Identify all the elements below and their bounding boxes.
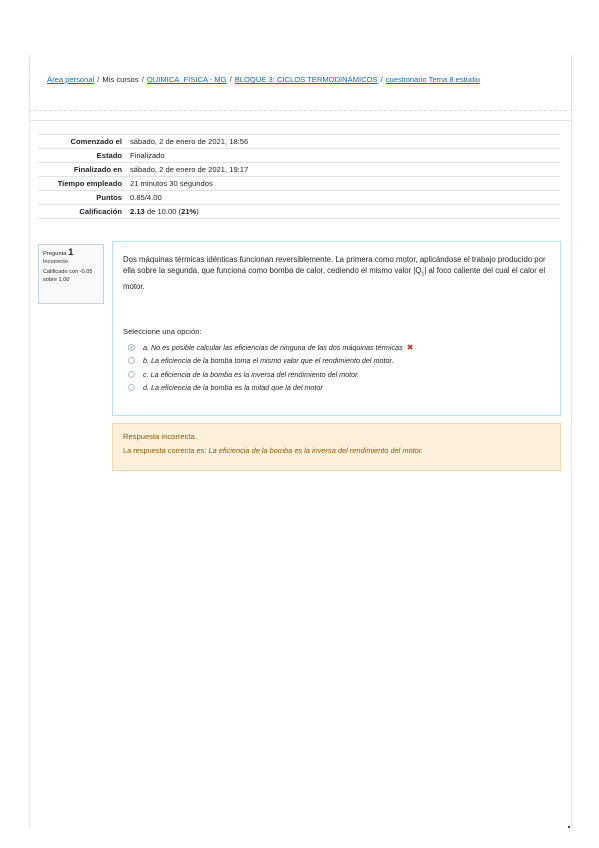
answer-option-a[interactable] bbox=[123, 341, 550, 355]
question-text bbox=[123, 254, 550, 292]
breadcrumb bbox=[47, 75, 480, 84]
incorrect-icon: ✖ bbox=[406, 342, 414, 352]
answer-prompt: Seleccione una opción: bbox=[123, 326, 202, 336]
answer-feedback bbox=[112, 423, 561, 471]
question-info-panel bbox=[38, 244, 104, 304]
summary-label: Tiempo empleado bbox=[38, 177, 126, 191]
summary-value: 21 minutos 30 segundos bbox=[126, 177, 560, 191]
summary-row-points bbox=[38, 191, 560, 205]
corner-mark bbox=[568, 826, 570, 828]
breadcrumb-quiz-link[interactable]: cuestionario Tema 8 estudio bbox=[385, 75, 481, 84]
grade-out-of: de 10.00 ( bbox=[144, 207, 182, 216]
grade-score: 2.13 bbox=[130, 207, 145, 216]
question-number bbox=[43, 249, 99, 259]
breadcrumb-my-courses: Mis cursos bbox=[102, 75, 139, 84]
answer-option-label: c. La eficiencia de la bomba es la inversa del rendimiento del motor. bbox=[143, 369, 360, 379]
answer-option-label: b. La eficiencia de la bomba toma el mismo valor que el rendimiento del motor. bbox=[143, 356, 394, 366]
breadcrumb-home-link[interactable]: Área personal bbox=[47, 75, 95, 84]
grade-value bbox=[126, 205, 560, 219]
summary-row-finished bbox=[38, 163, 560, 177]
main-content bbox=[29, 120, 572, 830]
breadcrumb-separator: / bbox=[229, 75, 232, 84]
summary-value: Finalizado bbox=[126, 149, 560, 163]
answer-option-label: a. No es posible calcular las eficiencias de ninguna de las dos máquinas térmicas bbox=[143, 342, 403, 352]
question-formulation bbox=[112, 241, 561, 416]
feedback-correct-answer bbox=[123, 446, 550, 455]
summary-label: Comenzado el bbox=[38, 135, 126, 149]
question-state: Incorrecto bbox=[43, 258, 68, 265]
question-text-main: Dos máquinas térmicas idénticas funcionan reversiblemente. La primera como motor, aplicándose el trabajo producido por ella sobre la segunda, que funciona como bomba de calor, cediendo el mismo valor |Q bbox=[123, 255, 546, 275]
summary-value: 0.85/4.00 bbox=[126, 191, 560, 205]
answer-options bbox=[123, 341, 550, 395]
summary-label: Puntos bbox=[38, 191, 126, 205]
summary-value: sábado, 2 de enero de 2021, 18:56 bbox=[126, 135, 560, 149]
answer-option-c[interactable] bbox=[123, 368, 550, 382]
answer-option-label: d. La eficiencia de la bomba es la mitad que la del motor bbox=[143, 383, 323, 393]
correct-answer-text: La eficiencia de la bomba es la inversa del rendimiento del motor. bbox=[208, 446, 424, 455]
grade-percent: 21% bbox=[181, 207, 197, 216]
question-text-end: | al foco caliente del cual el calor el motor. bbox=[123, 266, 546, 291]
answer-option-d[interactable] bbox=[123, 381, 550, 395]
summary-label: Calificación bbox=[38, 205, 126, 219]
breadcrumb-separator: / bbox=[97, 75, 100, 84]
grade-close: ) bbox=[196, 207, 199, 216]
radio-button[interactable] bbox=[128, 371, 135, 378]
summary-row-state bbox=[38, 149, 560, 163]
question-mark: Calificado con -0.05 sobre 1.00 bbox=[43, 269, 93, 283]
feedback-title: Respuesta incorrecta. bbox=[123, 432, 197, 441]
summary-row-time-taken bbox=[38, 177, 560, 191]
breadcrumb-separator: / bbox=[380, 75, 383, 84]
breadcrumb-course-link[interactable]: QUIMICA_FISICA - MG bbox=[146, 75, 227, 84]
summary-label: Finalizado en bbox=[38, 163, 126, 177]
breadcrumb-section-link[interactable]: BLOQUE 3: CICLOS TERMODINÁMICOS bbox=[234, 75, 378, 84]
question-text-subscript: 1 bbox=[421, 271, 425, 278]
correct-answer-prefix: La respuesta correcta es: bbox=[123, 446, 209, 455]
summary-row-grade bbox=[38, 205, 560, 219]
attempt-summary-table bbox=[38, 134, 560, 219]
radio-button[interactable] bbox=[128, 384, 135, 391]
breadcrumb-separator: / bbox=[141, 75, 144, 84]
radio-button-selected[interactable] bbox=[128, 344, 135, 351]
summary-label: Estado bbox=[38, 149, 126, 163]
radio-button[interactable] bbox=[128, 357, 135, 364]
summary-value: sábado, 2 de enero de 2021, 19:17 bbox=[126, 163, 560, 177]
question-number-value: 1 bbox=[68, 247, 74, 258]
summary-row-started bbox=[38, 135, 560, 149]
question-label: Pregunta bbox=[43, 251, 67, 257]
answer-option-b[interactable] bbox=[123, 354, 550, 368]
